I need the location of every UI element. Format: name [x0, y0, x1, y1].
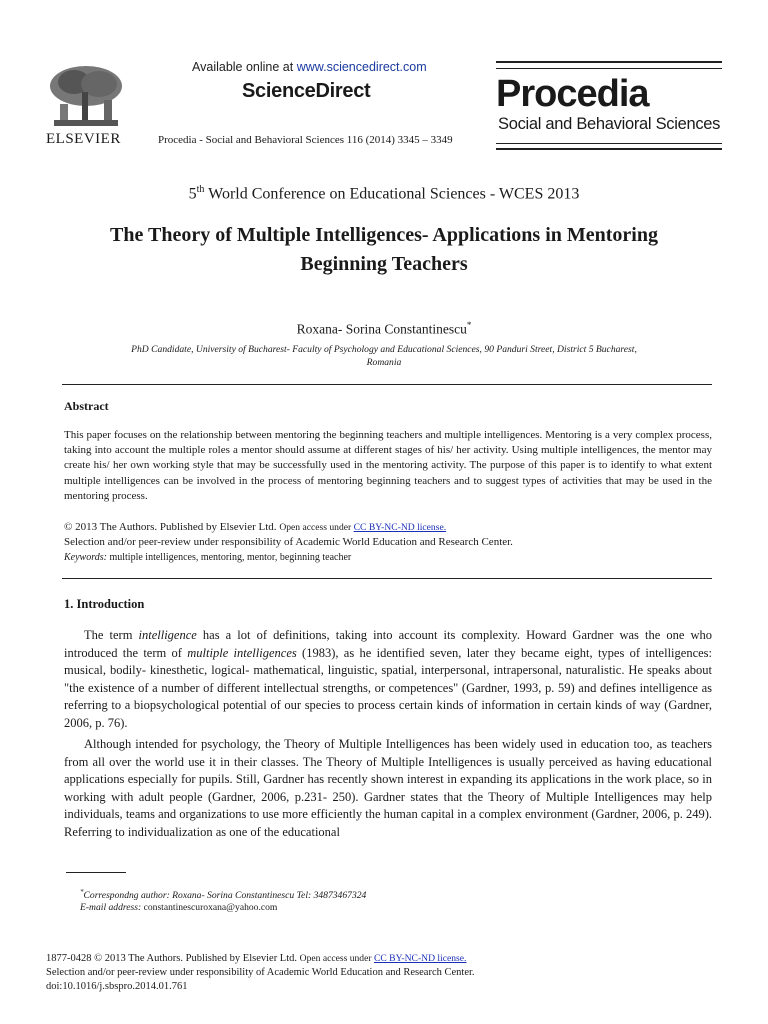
peer-review-line: Selection and/or peer-review under responsibility of Academic World Education and Research Center.	[64, 536, 513, 548]
author-affiliation: PhD Candidate, University of Bucharest- Faculty of Psychology and Educational Sciences, 90 Panduri Street, District 5 Bucharest, Romania	[131, 344, 637, 368]
footnote-rule	[66, 872, 126, 873]
procedia-title: Procedia	[496, 73, 649, 115]
available-online: Available online at www.sciencedirect.com	[192, 60, 427, 74]
section-heading: 1. Introduction	[64, 597, 145, 611]
intro-paragraph-1: The term intelligence has a lot of definitions, taking into account its complexity. Howard Gardner was the one who introduced the term of multiple intelligences (1983), as he identified seven, later they became eight, types of intelligences: musical, bodily- kinesthetic, logical- mathematical, linguistic, spatial, interpersonal, intrapersonal, naturalistic. He speaks about "the existence of a number of different intellectual strengths, or competences" (Gardner, 1993, p. 59) and defines intelligence as referring to a biopsychological potential of our species to process certain kinds of information in certain kinds of way (Gardner, 2006, p. 76).	[64, 628, 713, 730]
sciencedirect-link[interactable]: www.sciencedirect.com	[296, 60, 427, 74]
brand-rule	[496, 68, 722, 69]
journal-citation: Procedia - Social and Behavioral Sciences 116 (2014) 3345 – 3349	[158, 134, 453, 146]
copyright-line: © 2013 The Authors. Published by Elsevier Ltd. Open access under CC BY-NC-ND license.	[64, 521, 447, 533]
brand-rule	[496, 61, 722, 63]
publisher-name: ELSEVIER	[46, 131, 121, 147]
abstract-heading: Abstract	[64, 399, 109, 413]
abstract-text: This paper focuses on the relationship between mentoring the beginning teachers and multiple intelligences. Mentoring is a very complex process, taking into account the multiple roles a mentor should assume at different stages of his/ her activity. Using multiple intelligences, the mentor may create his/ her own working style that may be successfully used in the mentoring activity. The purpose of this paper is to identify to what extent multiple intelligences can be involved in the process of mentoring beginning teachers and to suggest types of activities that may be used in the mentoring process.	[64, 429, 712, 502]
bottom-peer-review: Selection and/or peer-review under responsibility of Academic World Education and Research Center.	[46, 967, 475, 978]
license-link[interactable]: CC BY-NC-ND license.	[353, 522, 447, 533]
divider	[62, 578, 712, 579]
brand-rule	[496, 143, 722, 144]
issn-copyright: 1877-0428 © 2013 The Authors. Published by Elsevier Ltd. Open access under CC BY-NC-ND license.	[46, 953, 467, 964]
doi: doi:10.1016/j.sbspro.2014.01.761	[46, 981, 188, 992]
keywords: Keywords: multiple intelligences, mentoring, mentor, beginning teacher	[64, 552, 352, 563]
paper-title: The Theory of Multiple Intelligences- Applications in Mentoring Beginning Teachers	[110, 224, 658, 275]
elsevier-tree-logo	[44, 62, 128, 132]
corresponding-author: *Correspondng author: Roxana- Sorina Constantinescu Tel: 34873467324	[80, 888, 367, 902]
author-name: Roxana- Sorina Constantinescu*	[296, 320, 472, 337]
divider	[62, 384, 712, 385]
license-link[interactable]: CC BY-NC-ND license.	[373, 953, 467, 964]
conference-name: 5th World Conference on Educational Sciences - WCES 2013	[188, 184, 580, 203]
author-email: E-mail address: constantinescuroxana@yahoo.com	[80, 902, 278, 913]
procedia-subtitle: Social and Behavioral Sciences	[498, 115, 721, 133]
sciencedirect-brand: ScienceDirect	[242, 80, 371, 102]
brand-rule	[496, 148, 722, 150]
intro-paragraph-2: Although intended for psychology, the Theory of Multiple Intelligences has been widely used in education too, as teachers from all over the world use it in their classes. The Theory of Multiple Intelligences is usually perceived as having educational applications especially for pupils. Still, Gardner has recently shown interest in expanding its applications in the work place, so in working with adult people (Gardner, 2006, p.231- 250). Gardner states that the Theory of Multiple Intelligences may help individuals, teams and organizations to use more efficiently the human capital in a complex environment (Gardner, 2006, p. 249). Referring to individualization as one of the educational	[64, 737, 712, 839]
